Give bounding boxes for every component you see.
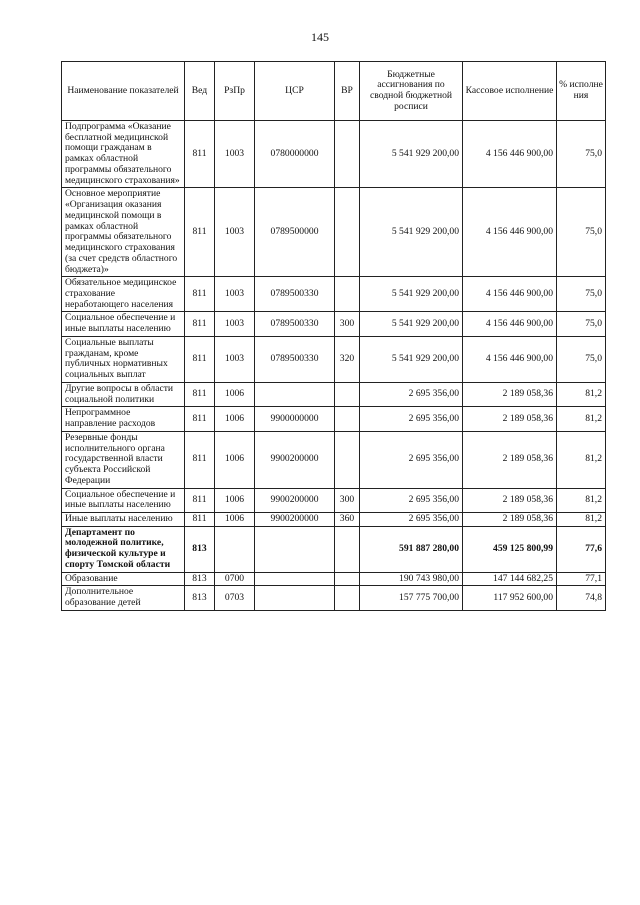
header-percent: % исполне ния [557, 62, 606, 121]
cell-vr [335, 121, 360, 188]
cell-ved: 811 [185, 121, 215, 188]
cell-name: Департамент по молодежной политике, физической культуре и спорту Томской области [62, 526, 185, 572]
cell-ved: 811 [185, 336, 215, 382]
table-row [62, 488, 606, 512]
cell-cash-execution: 4 156 446 900,00 [463, 188, 557, 277]
cell-name: Социальное обеспечение и иные выплаты населению [62, 312, 185, 336]
cell-csr: 0789500330 [255, 336, 335, 382]
cell-rzpr: 1003 [215, 277, 255, 312]
cell-rzpr: 1006 [215, 512, 255, 526]
cell-cash-execution: 2 189 058,36 [463, 512, 557, 526]
cell-name: Обязательное медицинское страхование неработающего населения [62, 277, 185, 312]
cell-percent: 77,1 [557, 572, 606, 586]
cell-percent: 81,2 [557, 431, 606, 488]
cell-cash-execution: 4 156 446 900,00 [463, 312, 557, 336]
cell-percent: 81,2 [557, 382, 606, 406]
cell-assignments: 190 743 980,00 [360, 572, 463, 586]
cell-csr: 9900200000 [255, 431, 335, 488]
cell-assignments: 157 775 700,00 [360, 586, 463, 610]
cell-csr: 0789500000 [255, 188, 335, 277]
cell-ved: 811 [185, 431, 215, 488]
cell-cash-execution: 4 156 446 900,00 [463, 121, 557, 188]
cell-rzpr: 1003 [215, 336, 255, 382]
cell-vr [335, 431, 360, 488]
table-row [62, 572, 606, 586]
header-vr: ВР [335, 62, 360, 121]
cell-percent: 75,0 [557, 277, 606, 312]
cell-csr: 9900200000 [255, 512, 335, 526]
table-row [62, 407, 606, 431]
cell-csr: 0789500330 [255, 277, 335, 312]
cell-percent: 75,0 [557, 312, 606, 336]
cell-csr: 9900000000 [255, 407, 335, 431]
cell-rzpr: 1006 [215, 431, 255, 488]
cell-name: Дополнительное образование детей [62, 586, 185, 610]
cell-csr: 0789500330 [255, 312, 335, 336]
cell-rzpr: 1003 [215, 188, 255, 277]
cell-percent: 81,2 [557, 512, 606, 526]
cell-rzpr: 1003 [215, 312, 255, 336]
cell-ved: 813 [185, 572, 215, 586]
cell-assignments: 5 541 929 200,00 [360, 312, 463, 336]
cell-percent: 81,2 [557, 488, 606, 512]
header-cash-execution: Кассовое исполнение [463, 62, 557, 121]
cell-rzpr: 1006 [215, 407, 255, 431]
cell-percent: 77,6 [557, 526, 606, 572]
table-row [62, 431, 606, 488]
table-body [62, 121, 606, 611]
cell-vr [335, 277, 360, 312]
table-header-row [62, 62, 606, 121]
cell-ved: 811 [185, 407, 215, 431]
table-row [62, 526, 606, 572]
cell-ved: 811 [185, 512, 215, 526]
cell-ved: 811 [185, 382, 215, 406]
cell-ved: 811 [185, 488, 215, 512]
table-row [62, 188, 606, 277]
header-name: Наименование показателей [62, 62, 185, 121]
cell-vr [335, 572, 360, 586]
cell-vr: 300 [335, 488, 360, 512]
cell-name: Другие вопросы в области социальной политики [62, 382, 185, 406]
table-row [62, 312, 606, 336]
cell-csr [255, 526, 335, 572]
cell-assignments: 5 541 929 200,00 [360, 188, 463, 277]
cell-cash-execution: 147 144 682,25 [463, 572, 557, 586]
cell-name: Основное мероприятие «Организация оказания медицинской помощи в рамках областной программы обязательного медицинского страхования (за счет средств областного бюджета)» [62, 188, 185, 277]
table-row [62, 586, 606, 610]
cell-percent: 75,0 [557, 336, 606, 382]
cell-cash-execution: 2 189 058,36 [463, 407, 557, 431]
cell-vr: 360 [335, 512, 360, 526]
cell-ved: 811 [185, 277, 215, 312]
cell-name: Резервные фонды исполнительного органа государственной власти субъекта Российской Федерации [62, 431, 185, 488]
cell-csr [255, 586, 335, 610]
cell-cash-execution: 117 952 600,00 [463, 586, 557, 610]
cell-rzpr: 1006 [215, 488, 255, 512]
cell-ved: 811 [185, 188, 215, 277]
cell-name: Социальные выплаты гражданам, кроме публичных нормативных социальных выплат [62, 336, 185, 382]
cell-name: Непрограммное направление расходов [62, 407, 185, 431]
cell-cash-execution: 4 156 446 900,00 [463, 277, 557, 312]
table-row [62, 336, 606, 382]
cell-vr [335, 382, 360, 406]
cell-percent: 74,8 [557, 586, 606, 610]
cell-vr [335, 407, 360, 431]
cell-assignments: 2 695 356,00 [360, 488, 463, 512]
cell-csr [255, 572, 335, 586]
cell-csr: 0780000000 [255, 121, 335, 188]
cell-cash-execution: 2 189 058,36 [463, 382, 557, 406]
cell-assignments: 2 695 356,00 [360, 431, 463, 488]
cell-name: Образование [62, 572, 185, 586]
header-assignments: Бюджетные ассигнования по сводной бюджетной росписи [360, 62, 463, 121]
cell-csr: 9900200000 [255, 488, 335, 512]
cell-vr [335, 188, 360, 277]
cell-name: Подпрограмма «Оказание бесплатной медицинской помощи гражданам в рамках областной программы обязательного медицинского страхования» [62, 121, 185, 188]
cell-percent: 81,2 [557, 407, 606, 431]
cell-assignments: 5 541 929 200,00 [360, 336, 463, 382]
cell-assignments: 591 887 280,00 [360, 526, 463, 572]
cell-csr [255, 382, 335, 406]
cell-assignments: 2 695 356,00 [360, 382, 463, 406]
cell-vr: 300 [335, 312, 360, 336]
cell-name: Социальное обеспечение и иные выплаты населению [62, 488, 185, 512]
cell-ved: 811 [185, 312, 215, 336]
page-number: 145 [311, 30, 329, 44]
cell-assignments: 2 695 356,00 [360, 407, 463, 431]
cell-vr [335, 526, 360, 572]
cell-ved: 813 [185, 526, 215, 572]
cell-vr: 320 [335, 336, 360, 382]
budget-table [61, 61, 606, 611]
header-ved: Вед [185, 62, 215, 121]
cell-name: Иные выплаты населению [62, 512, 185, 526]
table-row [62, 382, 606, 406]
cell-rzpr: 1006 [215, 382, 255, 406]
cell-cash-execution: 2 189 058,36 [463, 488, 557, 512]
cell-ved: 813 [185, 586, 215, 610]
cell-cash-execution: 459 125 800,99 [463, 526, 557, 572]
cell-rzpr: 0703 [215, 586, 255, 610]
cell-rzpr [215, 526, 255, 572]
cell-cash-execution: 4 156 446 900,00 [463, 336, 557, 382]
header-csr: ЦСР [255, 62, 335, 121]
cell-assignments: 5 541 929 200,00 [360, 277, 463, 312]
cell-rzpr: 0700 [215, 572, 255, 586]
cell-percent: 75,0 [557, 188, 606, 277]
cell-rzpr: 1003 [215, 121, 255, 188]
cell-assignments: 5 541 929 200,00 [360, 121, 463, 188]
table-row [62, 512, 606, 526]
cell-cash-execution: 2 189 058,36 [463, 431, 557, 488]
cell-vr [335, 586, 360, 610]
cell-percent: 75,0 [557, 121, 606, 188]
table-row [62, 121, 606, 188]
table-row [62, 277, 606, 312]
cell-assignments: 2 695 356,00 [360, 512, 463, 526]
header-rzpr: РзПр [215, 62, 255, 121]
